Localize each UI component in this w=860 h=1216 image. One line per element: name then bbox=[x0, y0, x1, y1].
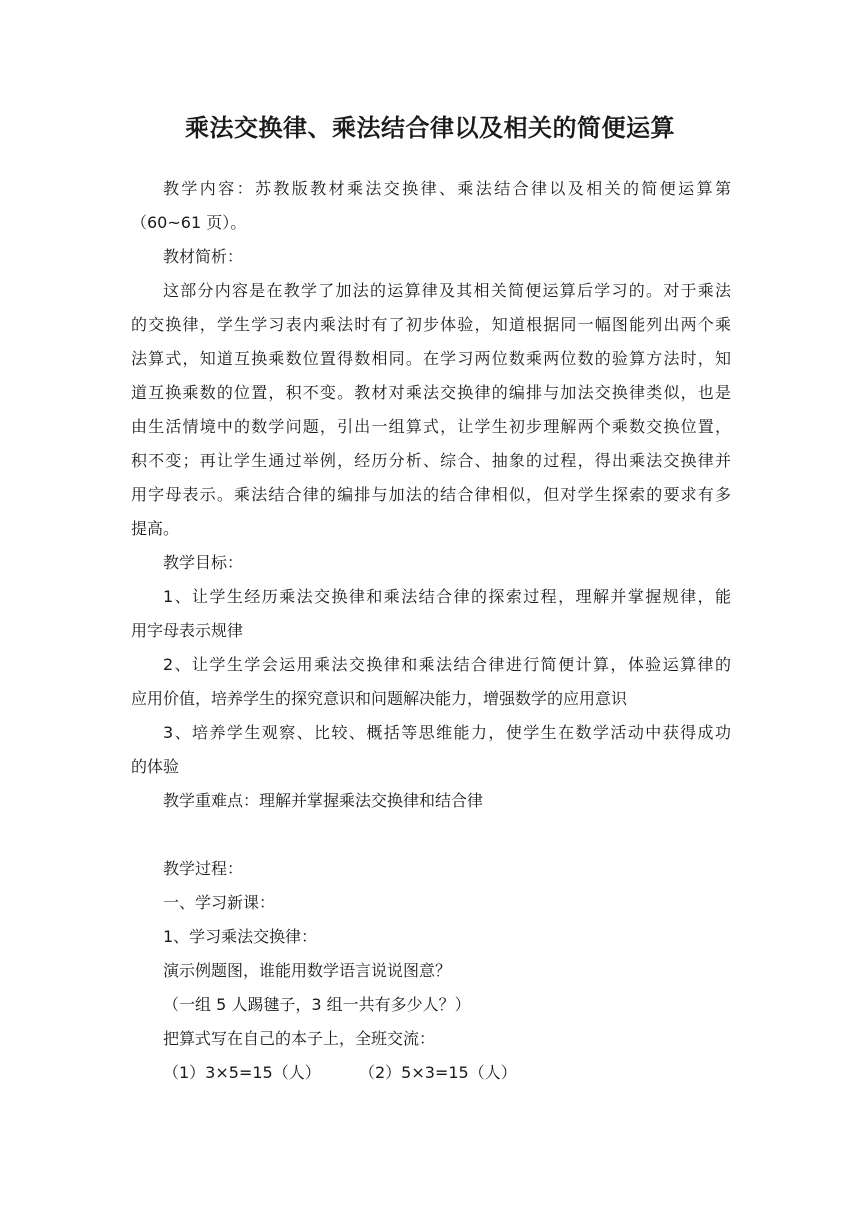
analysis-line: 积不变；再让学生通过举例，经历分析、综合、抽象的过程，得出乘法交换律并 bbox=[131, 451, 731, 470]
teaching-content-line-1: 教学内容：苏教版教材乘法交换律、乘法结合律以及相关的简便运算第 bbox=[163, 179, 731, 198]
goal-1-line: 1、让学生经历乘法交换律和乘法结合律的探索过程，理解并掌握规律，能 bbox=[163, 587, 731, 606]
equation-2: （2）5×3=15（人） bbox=[359, 1063, 517, 1082]
equations-row bbox=[131, 1056, 731, 1090]
analysis-line: 的交换律，学生学习表内乘法时有了初步体验，知道根据同一幅图能列出两个乘 bbox=[131, 315, 731, 334]
section-heading: 一、学习新课： bbox=[163, 893, 276, 912]
analysis-line: 这部分内容是在教学了加法的运算律及其相关简便运算后学习的。对于乘法 bbox=[163, 281, 731, 300]
key-points: 教学重难点：理解并掌握乘法交换律和结合律 bbox=[163, 791, 484, 810]
goal-3-line: 的体验 bbox=[131, 757, 180, 776]
demo-question: 演示例题图，谁能用数学语言说说图意？ bbox=[163, 961, 452, 980]
subsection-heading: 1、学习乘法交换律： bbox=[163, 927, 318, 946]
document-body bbox=[131, 172, 731, 1090]
blank-line bbox=[131, 818, 731, 852]
analysis-line: 由生活情境中的数学问题，引出一组算式，让学生初步理解两个乘数交换位置， bbox=[131, 417, 731, 436]
analysis-line: 法算式，知道互换乘数位置得数相同。在学习两位数乘两位数的验算方法时，知 bbox=[131, 349, 731, 368]
instruction: 把算式写在自己的本子上，全班交流： bbox=[163, 1029, 436, 1048]
goals-heading: 教学目标： bbox=[163, 553, 244, 572]
demo-note: （一组 5 人踢毽子，3 组一共有多少人？） bbox=[163, 995, 471, 1014]
analysis-line: 提高。 bbox=[131, 519, 180, 538]
analysis-line: 道互换乘数的位置，积不变。教材对乘法交换律的编排与加法交换律类似，也是 bbox=[131, 383, 731, 402]
teaching-content-line-2: （60~61 页）。 bbox=[131, 213, 247, 232]
document-title: 乘法交换律、乘法结合律以及相关的简便运算 bbox=[185, 114, 675, 142]
goal-2-line: 应用价值，培养学生的探究意识和问题解决能力，增强数学的应用意识 bbox=[131, 689, 628, 708]
process-heading: 教学过程： bbox=[163, 859, 244, 878]
equation-1: （1）3×5=15（人） bbox=[163, 1063, 321, 1082]
analysis-heading: 教材简析： bbox=[163, 247, 244, 266]
goal-3-line: 3、培养学生观察、比较、概括等思维能力，使学生在数学活动中获得成功 bbox=[163, 723, 731, 742]
goal-1-line: 用字母表示规律 bbox=[131, 621, 244, 640]
goal-2-line: 2、让学生学会运用乘法交换律和乘法结合律进行简便计算，体验运算律的 bbox=[163, 655, 731, 674]
analysis-line: 用字母表示。乘法结合律的编排与加法的结合律相似，但对学生探索的要求有多 bbox=[131, 485, 731, 504]
